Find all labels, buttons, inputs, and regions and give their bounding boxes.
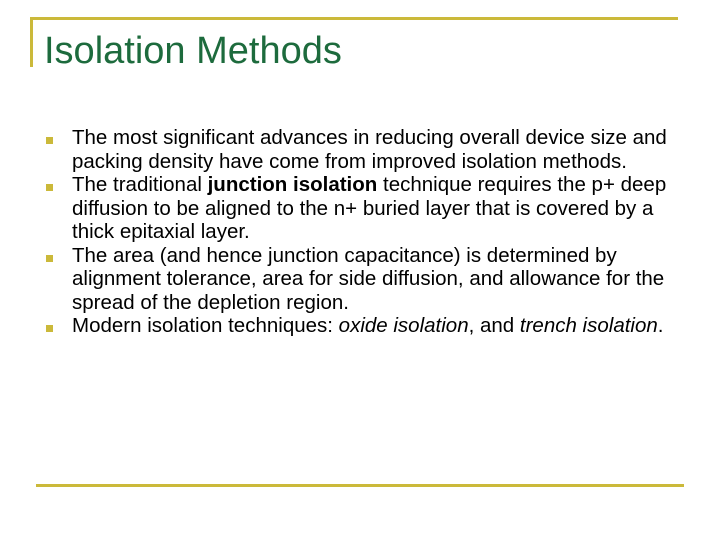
bottom-rule — [36, 484, 684, 487]
left-rule — [30, 17, 33, 67]
bullet-item — [46, 173, 686, 244]
square-bullet-icon — [46, 137, 53, 144]
bullet-text: Modern isolation techniques: — [72, 314, 339, 337]
bullet-text: The most significant advances in reducing overall device size and packing density have come from improved isolation methods. — [72, 126, 667, 173]
top-rule — [30, 17, 678, 20]
square-bullet-icon — [46, 325, 53, 332]
bullet-text: The area (and hence junction capacitance) is determined by alignment tolerance, area for side diffusion, and allowance for the spread of the depletion region. — [72, 243, 665, 314]
square-bullet-icon — [46, 184, 53, 191]
italic-term: oxide isolation — [338, 314, 469, 337]
italic-term: trench isolation — [519, 314, 658, 337]
bullet-text: technique requires the p+ deep diffusion to be aligned to the n+ buried layer that is covered by a thick epitaxial layer. — [72, 173, 667, 243]
bullet-list — [46, 126, 686, 338]
slide-title: Isolation Methods — [44, 30, 342, 72]
bullet-item — [46, 244, 686, 315]
bullet-text: The traditional — [72, 173, 208, 196]
bold-term: junction isolation — [207, 173, 378, 196]
bullet-text: . — [657, 314, 664, 337]
bullet-text: , and — [468, 314, 520, 337]
bullet-item — [46, 126, 686, 173]
square-bullet-icon — [46, 255, 53, 262]
bullet-item — [46, 314, 686, 338]
